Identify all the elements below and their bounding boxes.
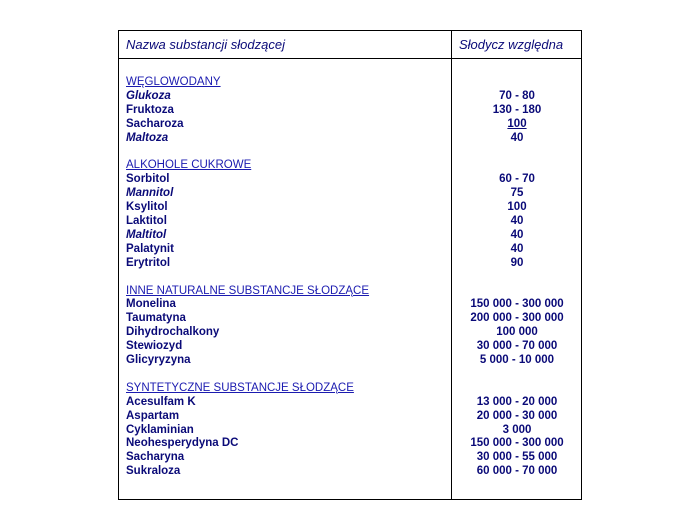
sweetness-value: 3 000: [502, 423, 532, 436]
category-row: [119, 76, 581, 90]
substance-name: Sacharyna: [126, 451, 185, 464]
table-row: [119, 396, 581, 410]
substance-name: Acesulfam K: [126, 395, 196, 408]
table-row: [119, 201, 581, 215]
table-row: [119, 326, 581, 340]
substance-name: Sorbitol: [126, 173, 170, 186]
category-label: WĘGLOWODANY: [126, 76, 221, 88]
table-row: [119, 437, 581, 451]
substance-name: Ksylitol: [126, 201, 168, 214]
group-spacer: [119, 368, 581, 382]
table-row: [119, 312, 581, 326]
substance-name: Erytritol: [126, 256, 171, 269]
substance-name: Maltoza: [126, 131, 169, 144]
sweetness-value: 200 000 - 300 000: [470, 312, 564, 325]
category-row: [119, 159, 581, 173]
table-row: [119, 354, 581, 368]
substance-name: Maltitol: [126, 228, 167, 241]
sweetness-value: 40: [510, 242, 524, 255]
substance-name: Sacharoza: [126, 117, 184, 130]
table-row: [119, 424, 581, 438]
sweetness-table: [118, 30, 582, 500]
category-row: [119, 382, 581, 396]
table-row: [119, 173, 581, 187]
group-spacer: [119, 145, 581, 159]
header-value-column: Słodycz względna: [459, 37, 564, 52]
sweetness-value: 40: [510, 228, 524, 241]
category-label: INNE NATURALNE SUBSTANCJE SŁODZĄCE: [126, 284, 370, 297]
category-row: [119, 285, 581, 299]
sweetness-value: 20 000 - 30 000: [476, 409, 558, 422]
sweetness-value: 100 000: [496, 326, 538, 339]
table-row: [119, 104, 581, 118]
table-row: [119, 257, 581, 271]
sweetness-value: 75: [510, 187, 524, 200]
substance-name: Monelina: [126, 298, 176, 311]
table-header: [119, 31, 581, 59]
table-row: [119, 187, 581, 201]
substance-name: Mannitol: [126, 187, 174, 200]
sweetness-value: 100: [507, 201, 527, 214]
table-row: [119, 298, 581, 312]
table-row: [119, 451, 581, 465]
sweetness-value: 100: [507, 117, 527, 130]
sweetness-value: 30 000 - 70 000: [476, 340, 558, 353]
substance-name: Glicyryzyna: [126, 354, 191, 367]
substance-name: Glukoza: [126, 89, 171, 102]
substance-name: Dihydrochalkony: [126, 326, 220, 339]
table-body: [119, 76, 581, 479]
table-row: [119, 410, 581, 424]
sweetness-value: 90: [510, 256, 524, 269]
sweetness-value: 5 000 - 10 000: [479, 354, 555, 367]
table-row: [119, 465, 581, 479]
category-label: SYNTETYCZNE SUBSTANCJE SŁODZĄCE: [126, 381, 354, 394]
substance-name: Laktitol: [126, 215, 167, 228]
table-row: [119, 132, 581, 146]
sweetness-value: 30 000 - 55 000: [476, 451, 558, 464]
group-spacer: [119, 271, 581, 285]
sweetness-value: 130 - 180: [492, 103, 542, 116]
table-row: [119, 118, 581, 132]
sweetness-value: 150 000 - 300 000: [470, 298, 564, 311]
table-row: [119, 243, 581, 257]
substance-name: Cyklaminian: [126, 423, 194, 436]
sweetness-value: 150 000 - 300 000: [470, 437, 564, 450]
substance-name: Aspartam: [126, 409, 180, 422]
sweetness-value: 40: [510, 215, 524, 228]
table-row: [119, 90, 581, 104]
sweetness-value: 60 - 70: [499, 173, 535, 186]
substance-name: Neohesperydyna DC: [126, 437, 239, 450]
sweetness-value: 40: [510, 131, 524, 144]
substance-name: Sukraloza: [126, 465, 181, 478]
table-row: [119, 340, 581, 354]
sweetness-value: 13 000 - 20 000: [476, 395, 558, 408]
sweetness-value: 60 000 - 70 000: [476, 465, 558, 478]
substance-name: Stewiozyd: [126, 340, 183, 353]
substance-name: Fruktoza: [126, 103, 174, 116]
header-name-column: Nazwa substancji słodzącej: [126, 37, 285, 52]
sweetness-value: 70 - 80: [499, 89, 535, 102]
table-row: [119, 215, 581, 229]
table-row: [119, 229, 581, 243]
substance-name: Taumatyna: [126, 312, 186, 325]
category-label: ALKOHOLE CUKROWE: [126, 159, 252, 172]
substance-name: Palatynit: [126, 242, 174, 255]
